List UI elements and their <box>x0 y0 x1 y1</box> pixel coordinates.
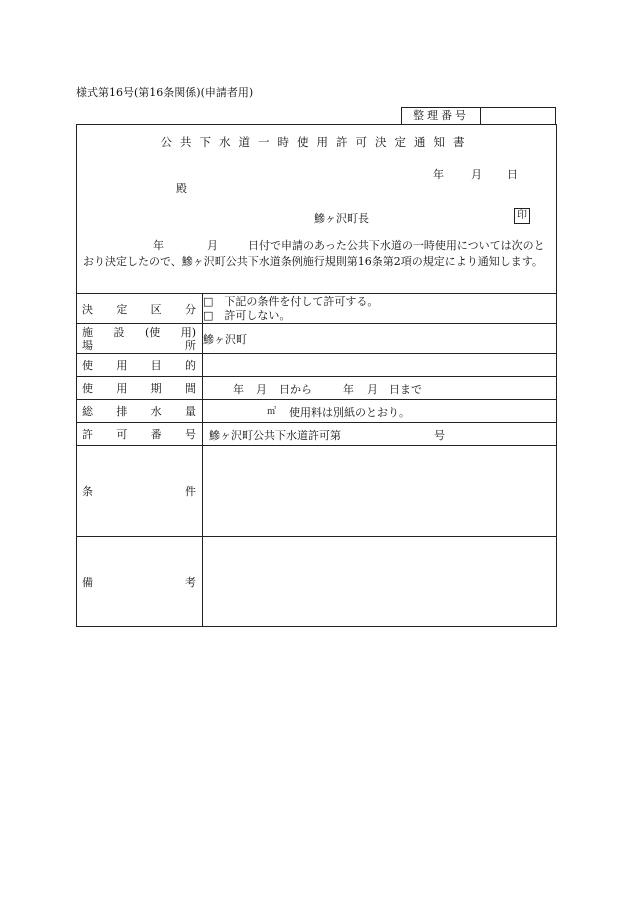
reference-number-box <box>401 107 556 124</box>
row-volume <box>76 400 557 423</box>
option-approve-with-conditions[interactable]: □ 下記の条件を付して許可する。 <box>203 294 379 308</box>
body-text: 日付で申請のあった公共下水道の一時使用については次のとおり決定したので、鰺ヶ沢町公共下水道条例施行規則第16条第2項の規定により通知します。 <box>83 239 545 268</box>
label-volume: 総 排 水 量 <box>76 400 203 423</box>
label-purpose: 使 用 目 的 <box>76 354 203 377</box>
row-facility <box>76 324 557 354</box>
label-facility: 施 設 (使 用) 場 所 <box>76 324 203 354</box>
value-period[interactable]: 年 月 日から 年 月 日まで <box>203 377 558 400</box>
value-remarks[interactable] <box>203 537 558 627</box>
row-period <box>76 377 557 400</box>
issuer-name: 鰺ヶ沢町長 <box>314 212 369 225</box>
label-remarks: 備 考 <box>76 537 203 627</box>
row-purpose <box>76 354 557 377</box>
label-period: 使 用 期 間 <box>76 377 203 400</box>
date-day-label: 日 <box>507 168 518 181</box>
volume-unit: ㎥ <box>267 407 277 417</box>
value-volume[interactable] <box>203 400 558 423</box>
label-conditions: 条 件 <box>76 446 203 537</box>
reference-number-label: 整理番号 <box>402 108 481 124</box>
document-title: 公共下水道一時使用許可決定通知書 <box>160 135 473 149</box>
body-year: 年 <box>153 239 164 252</box>
row-permit-number <box>76 423 557 446</box>
reference-number-field[interactable] <box>481 108 555 124</box>
value-conditions[interactable] <box>203 446 558 537</box>
form-number-label: 様式第16号(第16条関係)(申請者用) <box>76 86 254 99</box>
option-deny[interactable]: □ 許可しない。 <box>203 308 291 322</box>
value-permit-number[interactable]: 鰺ヶ沢町公共下水道許可第 号 <box>203 423 558 446</box>
date-year-label: 年 <box>433 168 444 181</box>
row-remarks <box>76 537 557 627</box>
volume-note: 使用料は別紙のとおり。 <box>289 406 410 419</box>
date-month-label: 月 <box>471 168 482 181</box>
value-purpose[interactable] <box>203 354 558 377</box>
label-decision: 決 定 区 分 <box>76 294 203 324</box>
details-table <box>76 293 557 627</box>
label-permit-number: 許 可 番 号 <box>76 423 203 446</box>
seal-mark: 印 <box>514 208 530 224</box>
value-decision <box>203 294 558 324</box>
value-facility[interactable]: 鰺ヶ沢町 <box>203 324 558 354</box>
body-month: 月 <box>207 239 218 252</box>
row-decision <box>76 294 557 324</box>
addressee-suffix: 殿 <box>176 182 187 195</box>
row-conditions <box>76 446 557 537</box>
notice-body <box>83 238 551 270</box>
